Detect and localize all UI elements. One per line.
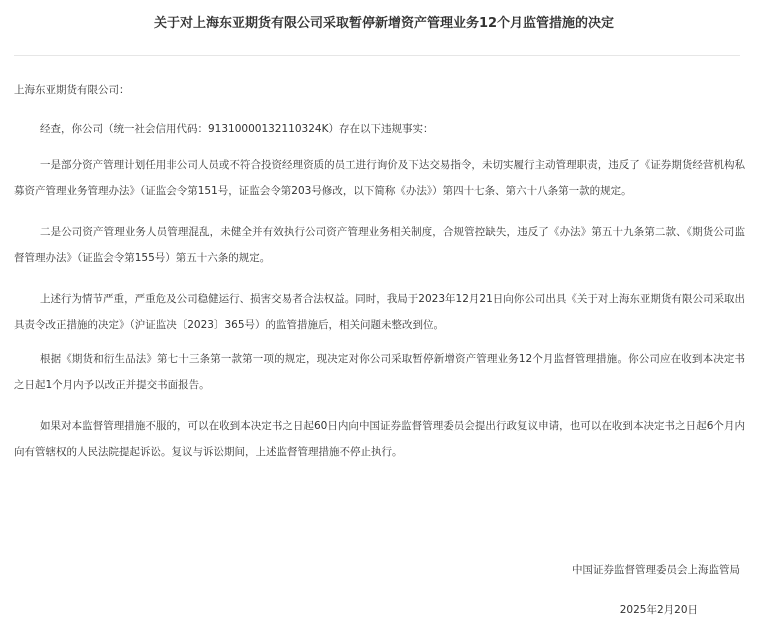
paragraph-severity: 上述行为情节严重，严重危及公司稳健运行、损害交易者合法权益。同时，我局于2023年12月21日向你公司出具《关于对上海东亚期货有限公司采取出具责令改正措施的决定》（沪证监决〔2023〕365号）的监管措施后，相关问题未整改到位。 <box>14 293 745 331</box>
document-title: 关于对上海东亚期货有限公司采取暂停新增资产管理业务12个月监管措施的决定 <box>153 16 615 31</box>
addressee: 上海东亚期货有限公司： <box>14 84 130 96</box>
paragraph-violation-1: 一是部分资产管理计划任用非公司人员或不符合投资经理资质的员工进行询价及下达交易指令，未切实履行主动管理职责，违反了《证券期货经营机构私募资产管理业务管理办法》（证监会令第151号，证监会令第203号修改，以下简称《办法》）第四十七条、第六十八条第一款的规定。 <box>14 159 745 197</box>
paragraph-appeal-rights: 如果对本监督管理措施不服的，可以在收到本决定书之日起60日内向中国证券监督管理委员会提出行政复议申请，也可以在收到本决定书之日起6个月内向有管辖权的人民法院提起诉讼。复议与诉讼期间，上述监督管理措施不停止执行。 <box>14 420 745 458</box>
paragraph-decision: 根据《期货和衍生品法》第七十三条第一款第一项的规定，现决定对你公司采取暂停新增资产管理业务12个月监督管理措施。你公司应在收到本决定书之日起1个月内予以改正并提交书面报告。 <box>14 353 745 391</box>
title-divider <box>14 55 740 56</box>
paragraph-violation-2: 二是公司资产管理业务人员管理混乱，未健全并有效执行公司资产管理业务相关制度，合规管控缺失，违反了《办法》第五十九条第二款、《期货公司监督管理办法》（证监会令第155号）第五十六条的规定。 <box>14 226 745 264</box>
issuing-authority: 中国证券监督管理委员会上海监管局 <box>572 564 740 576</box>
paragraph-findings-intro: 经查，你公司（统一社会信用代码：91310000132110324K）存在以下违规事实： <box>40 123 434 135</box>
issue-date: 2025年2月20日 <box>619 604 698 616</box>
